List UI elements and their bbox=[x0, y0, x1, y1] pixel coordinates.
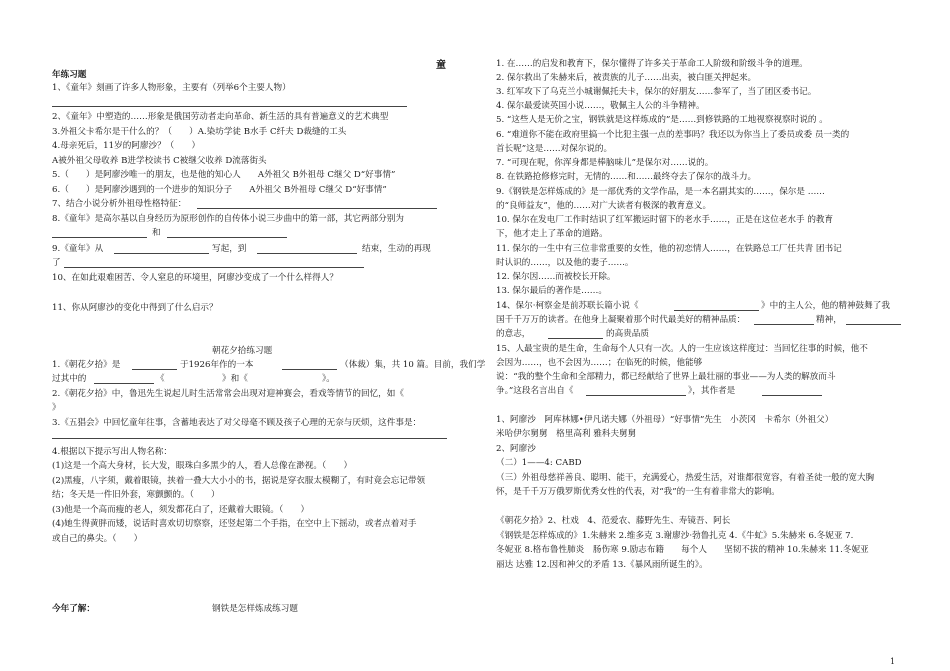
answer-steel-c: 丽达 达雅 12.因和神父的矛盾 13.《暴风雨所诞生的》。 bbox=[496, 560, 708, 570]
answer-line bbox=[94, 383, 154, 384]
question-9-end: 结束，生动的再现 bbox=[362, 244, 431, 254]
question-8-and: 和 bbox=[152, 228, 161, 238]
answer-line bbox=[64, 267, 364, 268]
answer-line bbox=[548, 338, 603, 339]
zhaohua-q3: 3.《五猖会》中回忆童年往事，含蓄地表达了对父母毫不顾及孩子心理的无奈与厌烦，这件事是： bbox=[52, 418, 422, 428]
zhaohua-q4-2: (2)黑瘦，八字须，戴着眼镜，挟着一叠大大小小的书，据说是穿衣服太模糊了，有时竟会忘记带领 bbox=[52, 476, 426, 486]
zhaohua-q4-3: (3)他是一个高而瘦的老人，须发都花白了，还戴着大眼镜。（ ） bbox=[52, 505, 310, 515]
steel-q6: 6. “难道你不能在政府里搞一个比犯主强一点的差事吗？我还以为你当上了委员或委 员一类的 bbox=[496, 130, 850, 140]
answer-line bbox=[132, 369, 177, 370]
answer-line bbox=[754, 324, 814, 325]
steel-q12: 12. 保尔因……而被校长开除。 bbox=[496, 272, 616, 282]
answer-line bbox=[674, 310, 759, 311]
steel-q9: 9.《钢铁是怎样炼成的》是一部优秀的文学作品，是一本名副其实的……，保尔是 …… bbox=[496, 187, 825, 197]
steel-q15d: 争。”这段名言出自《 bbox=[496, 386, 574, 396]
answer-line bbox=[762, 395, 822, 396]
answer-line bbox=[257, 253, 357, 254]
steel-q5: 5. “这些人是无价之宝，钢铁就是这样炼成的”是……到修铁路的工地视察视察时说的 。 bbox=[496, 115, 828, 125]
steel-q15e: 》，其作者是 bbox=[688, 386, 736, 396]
section-title-steel: 钢铁是怎样炼成练习题 bbox=[212, 604, 298, 614]
answer-3: （二）1——4: CABD bbox=[496, 458, 582, 468]
question-10: 10、在如此艰难困苦、令人窒息的环境里，阿廖沙变成了一个什么样得人？ bbox=[52, 273, 338, 283]
question-6: 6.（ ）是阿廖沙遇到的一个进步的知识分子 A外祖父 B外祖母 C继父 D“好事情” bbox=[52, 185, 387, 195]
steel-q14-e: 的意志， bbox=[496, 329, 531, 339]
question-9-to: 写起，到 bbox=[212, 244, 247, 254]
steel-q14: 14、保尔·柯察金是前苏联长篇小说《 bbox=[496, 301, 639, 311]
zhaohua-q1-f: 》和《 bbox=[222, 374, 248, 384]
question-3: 3.外祖父卡希尔是干什么的？（ ）A.染坊学徒 B水手 C纤夫 D裁缝的工头 bbox=[52, 127, 347, 137]
question-4-options: A被外祖父母收养 B进学校读书 C被继父收养 D流落街头 bbox=[52, 156, 267, 166]
steel-q15c: 说：“我的整个生命和全部精力，都已经献给了世界上最壮丽的事业——为人类的解放而斗 bbox=[496, 372, 836, 382]
this-year-label: 今年了解： bbox=[52, 604, 95, 614]
zhaohua-q1-c: （体裁）集，共 10 篇。目前，我们学 bbox=[340, 360, 486, 370]
question-8: 8.《童年》是高尔基以自身经历为原形创作的自传体小说三步曲中的第一部，其它两部分别为 bbox=[52, 214, 404, 224]
section-heading: 年练习题 bbox=[52, 70, 87, 80]
steel-q14-d: 精神， bbox=[816, 315, 842, 325]
answer-line bbox=[586, 395, 686, 396]
answer-line bbox=[52, 106, 407, 107]
section-title: 朝花夕拾练习题 bbox=[212, 346, 273, 356]
question-5: 5.（ ）是阿廖沙唯一的朋友，也是他的知心人 A外祖父 B外祖母 C继父 D“好事情” bbox=[52, 170, 396, 180]
steel-q10b: 下，他才走上了革命的道路。 bbox=[496, 229, 608, 239]
page-number: 1 bbox=[890, 657, 896, 666]
answer-line bbox=[197, 208, 437, 209]
steel-q1: 1. 在……的启发和教育下，保尔懂得了许多关于革命工人阶级和阶级斗争的道理。 bbox=[496, 59, 808, 69]
zhaohua-q4: 4.根据以下提示写出人物名称： bbox=[52, 447, 172, 457]
answer-line bbox=[52, 438, 447, 439]
answer-line bbox=[282, 369, 337, 370]
zhaohua-q4-4b: 或自己的鼻尖。（ ） bbox=[52, 534, 143, 544]
steel-q4: 4. 保尔最爱读英国小说……，敬佩主人公的斗争精神。 bbox=[496, 101, 705, 111]
zhaohua-q1-b: 于1926年作的一本 bbox=[180, 360, 254, 370]
steel-q11b: 时认识的……，以及他的妻子……。 bbox=[496, 258, 634, 268]
answer-steel: 《钢铁是怎样炼成的》1.朱赫来 2.维多克 3.谢廖沙·勃鲁扎克 4.《牛虻》5.朱赫来 6.冬妮亚 7. bbox=[496, 531, 854, 541]
steel-q15b: 会因为……，也不会因为……；在临死的时候，他能够 bbox=[496, 358, 703, 368]
answer-2: 2、阿廖沙 bbox=[496, 444, 536, 454]
question-9: 9.《童年》从 bbox=[52, 244, 104, 254]
zhaohua-q4-4: (4)她生得黄胖而矮，说话时喜欢切切察察，还竖起第二个手指，在空中上下摇动，或者点着对手 bbox=[52, 519, 417, 529]
steel-q9b: 的“良师益友”，他的……对广大读者有极深的教育意义。 bbox=[496, 201, 712, 211]
steel-q8: 8. 在铁路抢修修完时，无情的……和……最终夺去了保尔的战斗力。 bbox=[496, 172, 757, 182]
page-header-char: 童 bbox=[436, 60, 446, 71]
zhaohua-q1-e: 《 bbox=[156, 374, 165, 384]
zhaohua-q1: 1.《朝花夕拾》是 bbox=[52, 360, 121, 370]
steel-q14-f: 的高贵品质 bbox=[606, 329, 649, 339]
answer-line bbox=[52, 237, 147, 238]
steel-q14-b: 》中的主人公，他的精神鼓舞了我 bbox=[761, 301, 890, 311]
question-7: 7、结合小说分析外祖母性格特征： bbox=[52, 199, 187, 209]
steel-q13: 13. 保尔最后的著作是……。 bbox=[496, 286, 607, 296]
steel-q6b: 首长呢”这是……对保尔说的。 bbox=[496, 144, 613, 154]
answer-4: （三）外祖母慈祥善良、聪明、能干，充满爱心，热爱生活，对谁都很宽容，有着圣徒一般的宽大胸 bbox=[496, 473, 875, 483]
zhaohua-q1-g: 》。 bbox=[322, 374, 335, 384]
question-11: 11、你从阿廖沙的变化中得到了什么启示？ bbox=[52, 303, 218, 313]
question-4: 4.母亲死后，11岁的阿廖沙？（ ） bbox=[52, 141, 201, 151]
answer-zhaohua: 《朝花夕拾》2、杜戏 4、范爱农、藤野先生、寿镜吾、阿长 bbox=[496, 516, 731, 526]
answer-steel-b: 冬妮亚 8.格布鲁性肺炎 肠伤寒 9.励志布籍 每个人 坚韧不拔的精神 10.朱赫来 11.冬妮亚 bbox=[496, 545, 869, 555]
zhaohua-q2-end: 》 bbox=[52, 403, 61, 413]
question-2: 2、《童年》中塑造的……形象是俄国劳动者走向革命、新生活的具有普遍意义的艺术典型 bbox=[52, 112, 389, 122]
steel-q11: 11. 保尔的一生中有三位非常重要的女性，他的初恋情人……，在铁路总工厂任共青 团书记 bbox=[496, 244, 842, 254]
steel-q10: 10. 保尔在发电厂工作时结识了红军搬运时留下的老水手……，正是在这位老水手 的教育 bbox=[496, 215, 834, 225]
zhaohua-q4-2b: 结；冬天是一件旧外套，寒颤颤的。（ ） bbox=[52, 490, 220, 500]
zhaohua-q4-1: (1)这是一个高大身材，长大发，眼珠白多黑少的人，看人总像在渺视。（ ） bbox=[52, 461, 353, 471]
steel-q14-c: 国千千万万的读者。在他身上凝聚着那个时代最美好的精神品质： bbox=[496, 315, 746, 325]
answer-4b: 怀，是千千万万俄罗斯优秀女性的代表，对“我”的一生有着非常大的影响。 bbox=[496, 487, 780, 497]
answer-line bbox=[114, 253, 209, 254]
question-9-cont: 了 bbox=[52, 258, 61, 268]
steel-q3: 3. 红军攻下了乌克兰小城谢佩托夫卡，保尔的好朋友……参军了，当了团区委书记。 bbox=[496, 87, 817, 97]
steel-q2: 2. 保尔救出了朱赫来后，被责族的儿子……出卖，被白匪关押起来。 bbox=[496, 73, 757, 83]
zhaohua-q2: 2.《朝花夕拾》中，鲁迅先生说起儿时生活常常会出现对迎神赛会，看戏等情节的回忆，如《 bbox=[52, 389, 404, 399]
zhaohua-q1-d: 过其中的 bbox=[52, 374, 87, 384]
steel-q7: 7. “可现在呢，你浑身都是棒脑味儿”是保尔对……说的。 bbox=[496, 158, 714, 168]
steel-q15: 15、人最宝贵的是生命，生命每个人只有一次。人的一生应该这样度过：当回忆往事的时候，他不 bbox=[496, 344, 868, 354]
question-1: 1、《童年》刻画了许多人物形象，主要有（列举6个主要人物） bbox=[52, 83, 291, 93]
answer-line bbox=[846, 324, 901, 325]
answer-1: 1、阿廖沙 阿库林娜•伊凡诺夫娜（外祖母）“好事情”先生 小茨冈 卡希尔（外祖父） bbox=[496, 415, 834, 425]
answer-1b: 米哈伊尔舅舅 格里高利 雅科夫舅舅 bbox=[496, 429, 637, 439]
answer-line bbox=[167, 237, 287, 238]
